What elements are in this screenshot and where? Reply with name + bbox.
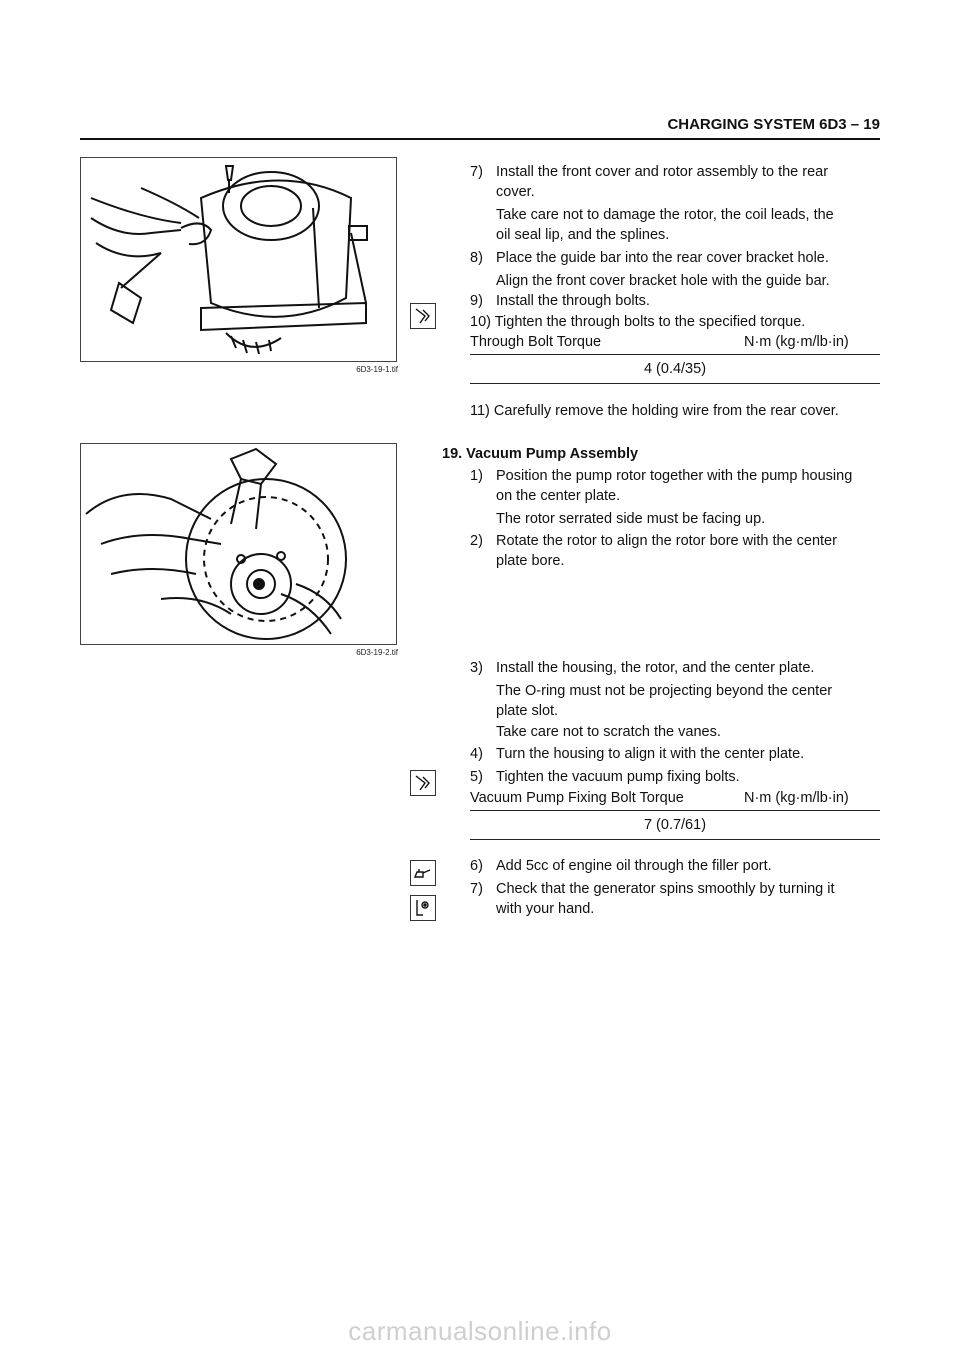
section-heading: 19. Vacuum Pump Assembly	[442, 446, 639, 462]
vp-step-2-number: 2)	[470, 533, 483, 549]
torque-2-rule-top	[470, 810, 880, 811]
vp-step-5-number: 5)	[470, 769, 483, 785]
step-7-number: 7)	[470, 164, 483, 180]
header-rule	[80, 138, 880, 140]
page-title: CHARGING SYSTEM 6D3 – 19	[667, 116, 880, 133]
figure-1-label: 6D3-19-1.tif	[356, 365, 398, 374]
note-8-text: Align the front cover bracket hole with the guide bar.	[496, 273, 830, 289]
step-9-text: Install the through bolts.	[496, 293, 650, 309]
vp-note-1-text: The rotor serrated side must be facing up.	[496, 511, 766, 527]
torque-2-label: Vacuum Pump Fixing Bolt Torque	[470, 790, 684, 806]
vp-step-3-text: Install the housing, the rotor, and the center plate.	[496, 660, 815, 676]
step-11-text: 11) Carefully remove the holding wire from the rear cover.	[470, 403, 839, 419]
vp-step-2-text-2: plate bore.	[496, 553, 565, 569]
vp-note-3a-text-2: plate slot.	[496, 703, 559, 719]
torque-2-value: 7 (0.7/61)	[643, 817, 707, 833]
vp-step-4-text: Turn the housing to align it with the center plate.	[496, 746, 805, 762]
vp-step-5-text: Tighten the vacuum pump fixing bolts.	[496, 769, 740, 785]
torque-1-rule-bottom	[470, 383, 880, 384]
step-9-number: 9)	[470, 293, 483, 309]
step-8-text: Place the guide bar into the rear cover bracket hole.	[496, 250, 829, 266]
vp-step-7-text-2: with your hand.	[496, 901, 595, 917]
step-7-text-1: Install the front cover and rotor assembly to the rear	[496, 164, 829, 180]
vp-note-3b-text: Take care not to scratch the vanes.	[496, 724, 721, 740]
step-8-number: 8)	[470, 250, 483, 266]
vp-note-3a-text-1: The O-ring must not be projecting beyond the center	[496, 683, 833, 699]
torque-1-unit: N·m (kg·m/lb·in)	[744, 334, 849, 350]
torque-1-rule-top	[470, 354, 880, 355]
figure-2-label: 6D3-19-2.tif	[356, 648, 398, 657]
torque-2-rule-bottom	[470, 839, 880, 840]
torque-1-value: 4 (0.4/35)	[643, 361, 707, 377]
step-7-text-2: cover.	[496, 184, 535, 200]
vp-step-1-text-2: on the center plate.	[496, 488, 621, 504]
vp-step-1-number: 1)	[470, 468, 483, 484]
torque-wrench-icon	[410, 303, 436, 329]
vp-step-7-number: 7)	[470, 881, 483, 897]
torque-2-unit: N·m (kg·m/lb·in)	[744, 790, 849, 806]
note-7-text-2: oil seal lip, and the splines.	[496, 227, 670, 243]
note-7-text-1: Take care not to damage the rotor, the coil leads, the	[496, 207, 834, 223]
figure-2	[80, 443, 397, 645]
vp-step-7-text-1: Check that the generator spins smoothly by turning it	[496, 881, 835, 897]
watermark: carmanualsonline.info	[348, 1316, 612, 1346]
inspect-icon	[410, 895, 436, 921]
vp-step-3-number: 3)	[470, 660, 483, 676]
vp-step-1-text-1: Position the pump rotor together with the pump housing	[496, 468, 853, 484]
vp-step-6-number: 6)	[470, 858, 483, 874]
vp-step-4-number: 4)	[470, 746, 483, 762]
step-10-text: 10) Tighten the through bolts to the specified torque.	[470, 314, 806, 330]
torque-wrench-icon	[410, 770, 436, 796]
vp-step-6-text: Add 5cc of engine oil through the filler port.	[496, 858, 772, 874]
generator-assembly-illustration	[81, 158, 396, 361]
figure-1	[80, 157, 397, 362]
vacuum-pump-illustration	[81, 444, 396, 644]
vp-step-2-text-1: Rotate the rotor to align the rotor bore with the center	[496, 533, 837, 549]
oil-can-icon	[410, 860, 436, 886]
torque-1-label: Through Bolt Torque	[470, 334, 602, 350]
